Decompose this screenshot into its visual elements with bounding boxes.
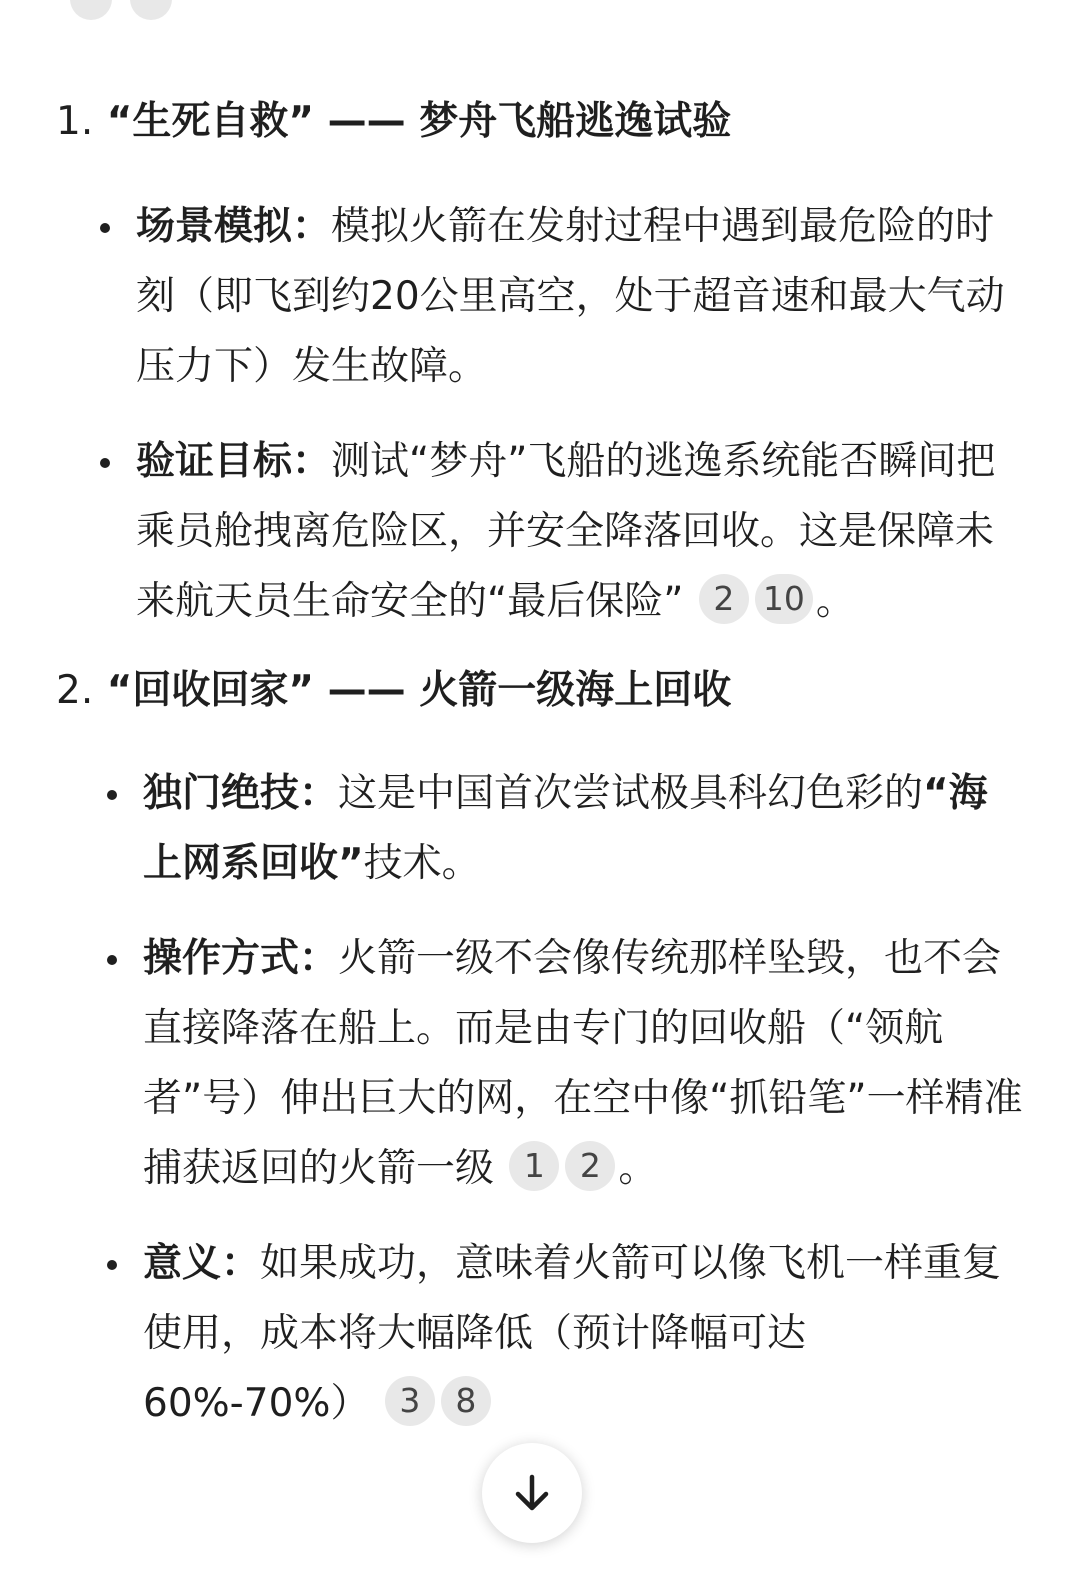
- bullet-dot: [107, 1260, 117, 1270]
- section-number: 1.: [56, 99, 94, 144]
- section-1: [56, 90, 1026, 637]
- item-label: 场景模拟：: [136, 204, 332, 249]
- item-label: 意义：: [143, 1241, 261, 1286]
- list-item: [98, 1229, 1026, 1439]
- citation-chip[interactable]: 8: [441, 1376, 491, 1426]
- section-heading: [56, 659, 1026, 723]
- item-text: 如果成功，意味着火箭可以像飞机一样重复使用，成本将大幅降低（预计降幅可达60%-70%）: [143, 1241, 1002, 1426]
- item-text: 测试“梦舟”飞船的逃逸系统能否瞬间把乘员舱拽离危险区，并安全降落回收。这是保障未来航天员生命安全的“最后保险”: [136, 439, 996, 624]
- section-number: 2.: [56, 668, 94, 713]
- bullet-dot: [100, 223, 110, 233]
- response-content: [56, 90, 1026, 1439]
- section-title: “回收回家” —— 火箭一级海上回收: [106, 668, 732, 713]
- citation-chip[interactable]: 2: [699, 574, 749, 624]
- item-label: 操作方式：: [143, 936, 339, 981]
- previous-citation-chips: [70, 0, 172, 20]
- arrow-down-icon: [510, 1471, 554, 1515]
- item-text: 火箭一级不会像传统那样坠毁，也不会直接降落在船上。而是由专门的回收船（“领航者”号）伸出巨大的网，在空中像“抓铅笔”一样精准捕获返回的火箭一级: [143, 936, 1023, 1191]
- citation-chip[interactable]: [130, 0, 172, 20]
- item-text: 这是中国首次尝试极具科幻色彩的: [338, 771, 924, 816]
- bullet-dot: [100, 458, 110, 468]
- citation-chip[interactable]: [70, 0, 112, 20]
- citation-chip[interactable]: 3: [385, 1376, 435, 1426]
- item-label: 独门绝技：: [143, 771, 339, 816]
- bullet-list: [56, 192, 1026, 637]
- citation-chip[interactable]: 2: [565, 1141, 615, 1191]
- item-bold-text: “海上网系回收”: [143, 771, 988, 886]
- item-tail: 。: [618, 1146, 658, 1191]
- list-item: [91, 192, 1026, 402]
- bullet-list: [56, 759, 1026, 1439]
- item-tail: 。: [815, 579, 855, 624]
- bullet-dot: [107, 955, 117, 965]
- list-item: [98, 759, 1026, 899]
- section-title: “生死自救” —— 梦舟飞船逃逸试验: [106, 99, 732, 144]
- list-item: [98, 924, 1026, 1204]
- scroll-to-bottom-button[interactable]: [482, 1443, 582, 1543]
- item-text: 模拟火箭在发射过程中遇到最危险的时刻（即飞到约20公里高空，处于超音速和最大气动压力下）发生故障。: [136, 204, 1005, 389]
- citation-chip[interactable]: 1: [509, 1141, 559, 1191]
- item-label: 验证目标：: [136, 439, 332, 484]
- section-2: [56, 659, 1026, 1439]
- list-item: [91, 427, 1026, 637]
- section-heading: [56, 90, 1026, 154]
- item-text-after: 技术。: [363, 841, 481, 886]
- bullet-dot: [107, 790, 117, 800]
- citation-chip[interactable]: 10: [755, 574, 813, 624]
